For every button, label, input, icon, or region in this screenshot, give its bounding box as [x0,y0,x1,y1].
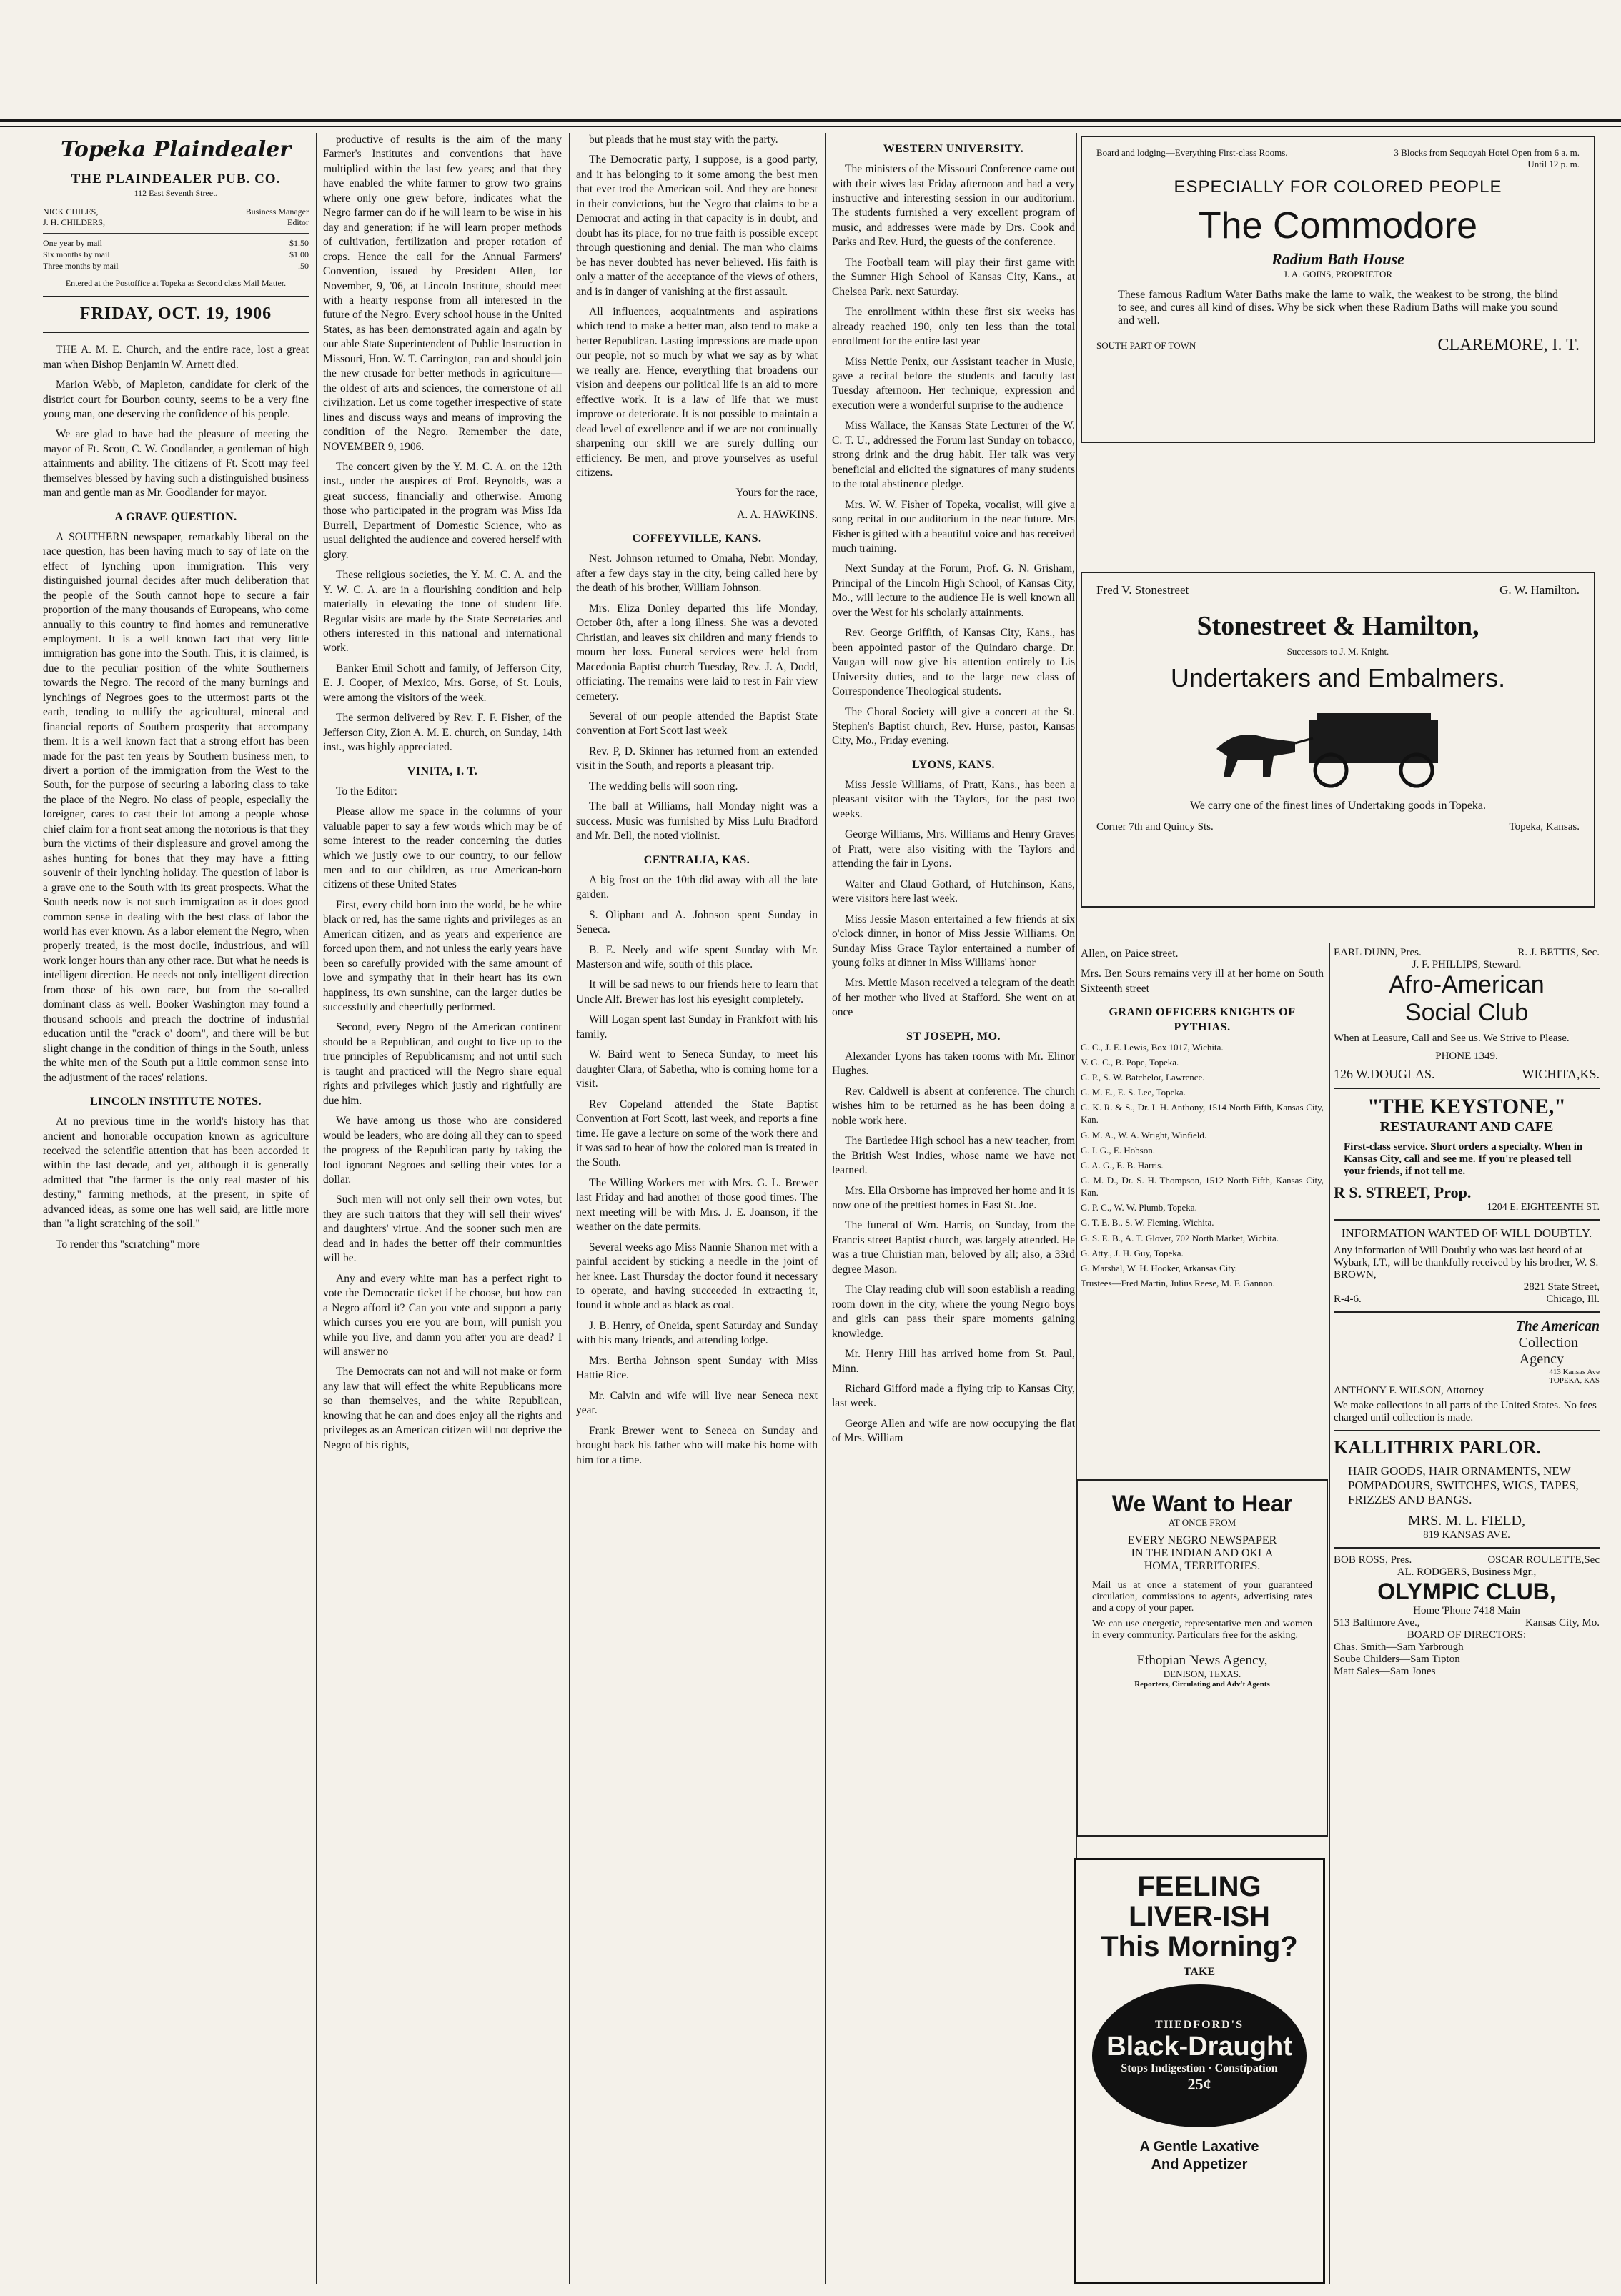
masthead [43,136,309,333]
top-rule-thin [0,126,1621,127]
article-paragraph: Miss Jessie Mason entertained a few friends at six o'clock dinner, in honor of Miss Jessie Williams. On Sunday Miss Grace Taylor entertained a number of young folks at dinner in Miss Williams' honor [832,913,1075,969]
article-paragraph: Several weeks ago Miss Nannie Shanon met with a painful accident by sticking a needle in the joint of her knee. Last Thursday the doctor found it necessary to operate, and having succeeded in extracting it, found it whole and as black as coal. [576,1241,818,1312]
masthead-publisher: THE PLAINDEALER PUB. CO. [71,171,281,187]
article-heading: WESTERN UNIVERSITY. [883,143,1024,155]
article-paragraph: Rev. P, D. Skinner has returned from an extended visit in the South, and reports a pleasant trip. [576,745,818,772]
article-paragraph: Mrs. Ella Orsborne has improved her home and it is now one of the prettiest homes in East St. Joe. [832,1184,1075,1211]
column-2 [323,133,562,2284]
column-divider [316,133,317,2284]
rate-row: Six months by mail $1.00 [43,249,309,259]
article-paragraph: These religious societies, the Y. M. C. A. and the Y. W. C. A. are in a flourishing condition and help materially in elevating the tone of student life. Regular visits are made by the State Secretaries and others interested in this national and international work. [323,569,562,655]
article-heading: COFFEYVILLE, KANS. [632,532,762,545]
article-paragraph: but pleads that he must stay with the party. [589,134,778,146]
article-paragraph: It will be sad news to our friends here to learn that Uncle Alf. Brewer has lost his eyesight completely. [576,978,818,1005]
article-heading: LYONS, KANS. [911,758,996,771]
ad-we-want-to-hear: We Want to Hear AT ONCE FROM EVERY NEGRO NEWSPAPER IN THE INDIAN AND OKLA HOMA, TERRITORIES. Mail us at once a statement of your guaranteed circulation, commissions to agents, advertising rates and a copy of your paper. We can use energetic, representative men and women in every community. Particulars free for the asking. Ethopian News Agency, DENISON, TEXAS. Reporters, Circulating and Adv't Agents [1076,1479,1328,1837]
signature-line: Yours for the race, [735,487,818,500]
article-paragraph: We are glad to have had the pleasure of meeting the mayor of Ft. Scott, C. W. Goodlander, a gentleman of high attainments and ability. The citizens of Ft. Scott may feel themselves blessed by having such a distinguished business man and gentle man as Mr. Goodlander for mayor. [43,428,309,500]
ad-afro-american: EARL DUNN, Pres. R. J. BETTIS, Sec. J. F. PHILLIPS, Steward. Afro-American Social Club When at Leasure, Call and See us. We Strive to Please. PHONE 1349. 126 W.DOUGLAS. WICHITA,KS. [1334,947,1600,1089]
article-paragraph: Second, every Negro of the American continent should be a Republican, and ought to live up to the true principles of Republicanism; and not until such is taught and practiced will the Negro share equal rights and privileges which justly and rightfully are due him. [323,1021,562,1107]
article-paragraph: Frank Brewer went to Seneca on Sunday and brought back his father who will make his home with him for a time. [576,1424,818,1466]
article-paragraph: Miss Wallace, the Kansas State Lecturer of the W. C. T. U., addressed the Forum last Sunday on tobacco, strong drink and the drug habit. Her talk was very beneficial and elicited the signatures of many students to the total abstinence pledge. [832,419,1075,491]
column-divider [825,133,826,2284]
article-paragraph: The Bartledee High school has a new teacher, from the British West Indies, whose name we have not learned. [832,1135,1075,1177]
list-item: G. Marshal, W. H. Hooker, Arkansas City. [1081,1262,1237,1273]
article-paragraph: Rev. Caldwell is absent at conference. The church wishes him to be returned as he has been doing a noble work here. [832,1085,1075,1127]
column-1 [43,133,309,2284]
list-item: G. T. E. B., S. W. Fleming, Wichita. [1081,1217,1214,1228]
ad-title: "THE KEYSTONE," [1367,1095,1566,1118]
article-heading: CENTRALIA, KAS. [643,853,750,866]
article-paragraph: Miss Nettie Penix, our Assistant teacher in Music, gave a recital before the students and faculty last Tuesday afternoon. Her technique, expression and execution were a wonderful surprise to the audience [832,355,1075,412]
article-paragraph: Alexander Lyons has taken rooms with Mr. Elinor Hughes. [832,1050,1075,1078]
article-paragraph: All influences, acquaintments and aspirations which tend to make a better man, also tend to make a better Republican. Lasting impressions are made upon our people, not so much by what we say as by what we really are. Hence, everything that broadens our vision and deepens our political life is an aid to more effective work. It is a law of life that we must improve or deteriorate. It is not possible to maintain a dead level of excellence and if we are not continually sharpening our skill we are surely dulling our efficiency. Be men, and prove yourselves as useful citizens. [576,305,818,479]
article-paragraph: A SOUTHERN newspaper, remarkably liberal on the race question, has been having much to say of late on the effect of lynching upon immigration. This very distinguished journal decides after much deliberation that the people of the South cannot hope to secure a fair proportion of the many thousands of Europeans, who come annually to this country to find homes and remunerative employment. It is a well known fact that very little immigration has gone into the South. This, it is claimed, is due to the peculiar position of the white Southerners towards the Negro. The record of the many burnings and lynchings of Negroes goes to the uttermost parts ot the earth, tending to nullify the agricultural, mineral and financial reports of Southern prosperity that accompany them. It is a well known fact that a strong effort has been made for the past ten years by Southern business men, to divert a portion of the immigration from the West to the South, for the purpose of securing a laboring class to take the place of the Negro. No class of people, especially the foreigner, cares to cast their lot among a people whose chief claim for a front seat among the notorious is that they burn the victims of their displeasure and grovel among the ashes hunting for bones that they may have a fitting souvenir of their lynching holiday. The question of labor is a grave one to the South with its great prospects. What the South needs now is not such immigration as it does good common sense in dealing with the best class of labor the world has ever known. As a labor element the Negro, when properly treated, is the most docile, industrious, and will work longer hours than any other race. But what he needs is intelligent direction. He needs not only intelligent direction from those of his own race, but from the so-called dominant class as well. Booker Washington may found a thousand schools and preach the doctrine of industrial education until the "crack o' doom", and there will be but slight change in the condition of things in the South, unless the white men of the South put a little common sense into the adjustment of the races' relations. [43,530,309,1084]
staff-row: NICK CHILES, Business Manager [43,206,309,217]
list-item: G. C., J. E. Lewis, Box 1017, Wichita. [1081,1041,1224,1053]
list-item: G. A. G., E. B. Harris. [1081,1159,1164,1171]
article-paragraph: The Willing Workers met with Mrs. G. L. Brewer last Friday and had another of those good times. The next meeting will be with Mrs. J. E. Joanson, if the weather on the date permits. [576,1176,818,1233]
article-paragraph: The Clay reading club will soon establish a reading room down in the city, where the young Negro boys and girls can pass their spare moments gaining knowledge. [832,1283,1075,1340]
article-heading: ST JOSEPH, MO. [906,1030,1001,1043]
ad-body: These famous Radium Water Baths make the lame to walk, the weakest to be strong, the blind to see, and cures all kind of dises. Why be sick when these Radium Baths will make you sound and well. [1118,289,1558,327]
list-item: G. Atty., J. H. Guy, Topeka. [1081,1247,1184,1258]
article-paragraph: J. B. Henry, of Oneida, spent Saturday and Sunday with his many friends, and attending lodge. [576,1319,818,1347]
list-item: Trustees—Fred Martin, Julius Reese, M. F. Gannon. [1081,1278,1275,1289]
article-paragraph: Mr. Henry Hill has arrived home from St. Paul, Minn. [832,1348,1075,1375]
ad-title: Stonestreet & Hamilton, [1196,611,1479,641]
top-rule [0,119,1621,122]
article-paragraph: A big frost on the 10th did away with all the late garden. [576,873,818,901]
article-paragraph: We have among us those who are considered would be leaders, who are doing all they can to speed the progress of the Republican party by taking the fool ignorant Negroes and selling their votes for a dollar. [323,1115,562,1186]
article-paragraph: The ball at Williams, hall Monday night was a success. Music was furnished by Miss Lulu Bradford and Mr. Bell, the noted violinist. [576,800,818,843]
article-paragraph: The wedding bells will soon ring. [589,780,738,792]
ad-kallithrix: KALLITHRIX PARLOR. HAIR GOODS, HAIR ORNAMENTS, NEW POMPADOURS, SWITCHES, WIGS, TAPES, FRIZZES AND BANGS. MRS. M. L. FIELD, 819 KANSAS AVE. [1334,1431,1600,1549]
column-4 [832,133,1075,2284]
article-paragraph: George Allen and wife are now occupying the flat of Mrs. William [832,1417,1075,1445]
hearse-illustration [1096,699,1580,795]
article-paragraph: Any and every white man has a perfect right to vote the Democratic ticket if he choose, but how can a Negro afford it? Can you vote and support a party which curses you ere you are born, will punish you while you live, and damn you after you are dead? I will answer no [323,1272,562,1358]
article-paragraph: The Football team will play their first game with the Sumner High School of Kansas City, Kans., at Chelsea Park. next Saturday. [832,256,1075,298]
article-heading: A GRAVE QUESTION. [114,510,237,523]
article-paragraph: S. Oliphant and A. Johnson spent Sunday in Seneca. [576,908,818,936]
article-paragraph: Such men will not only sell their own votes, but they are such traitors that they will sell their wives' and daughters' virtue. And the sooner such men are dead and in hades the better off their communities will be. [323,1193,562,1265]
ad-title: OLYMPIC CLUB, [1377,1579,1556,1604]
article-paragraph: The ministers of the Missouri Conference came out with their wives last Friday afternoon and had a very instructive and interesting session in our auditorium. The students furnished a very excellent program of music, and addresses were made by Drs. Cook and Parks and Rev. Hurd, the guests of the conference. [832,163,1075,249]
list-item: G. K. R. & S., Dr. I. H. Anthony, 1514 North Fifth, Kansas City, Kan. [1081,1102,1324,1125]
column-divider [569,133,570,2284]
article-paragraph: To the Editor: [336,785,397,797]
article-paragraph: First, every child born into the world, be he white black or red, has the same rights and privileges as an American citizen, and as years and experience are forced upon them, and not unless the early years have been so carefully provided with the same amount of love and sympathy that in their heart has its own happiness, its own sunshine, can the larger duties be successfully and cheerfully performed. [323,898,562,1014]
product-label: THEDFORD'S Black-Draught Stops Indigestion · Constipation 25¢ [1092,1984,1307,2127]
ad-headline: Undertakers and Embalmers. [1170,663,1506,692]
list-item: G. M. D., Dr. S. H. Thompson, 1512 North Fifth, Kansas City, Kan. [1081,1174,1324,1198]
article-paragraph: W. Baird went to Seneca Sunday, to meet his daughter Clara, of Sabetha, who is coming home for a visit. [576,1048,818,1090]
article-paragraph: B. E. Neely and wife spent Sunday with Mr. Masterson and wife, south of this place. [576,943,818,970]
article-paragraph: The enrollment within these first six weeks has already reached 190, only ten less than the total enrollment for the entire last year [832,306,1075,348]
list-item: G. I. G., E. Hobson. [1081,1144,1155,1156]
signature-name: A. A. HAWKINS. [737,508,818,521]
article-paragraph: At no previous time in the world's history has that ancient and honorable occupation known as agriculture received the scientific attention that has been accorded it within the last decade, and yet, although it is generally admitted that "the farmer is the only real master of his destiny," farming methods, at the present, in spite of advanced ideas, as some one has well said, are little more than "a light scratching of the soil." [43,1115,309,1231]
ad-olympic-club: BOB ROSS, Pres. OSCAR ROULETTE,Sec AL. RODGERS, Business Mgr., OLYMPIC CLUB, Home 'Phone 7418 Main 513 Baltimore Ave., Kansas City, Mo. BOARD OF DIRECTORS: Chas. Smith—Sam Yarbrough Soube Childers—Sam Tipton Matt Sales—Sam Jones [1334,1554,1600,1677]
ad-title: The Commodore [1198,205,1478,247]
article-paragraph: Rev Copeland attended the State Baptist Convention at Fort Scott, last week, and reports a fine time. He gave a lecture on some of the work there and it was sad to hear of how the colored man is treated in the South. [576,1098,818,1169]
article-paragraph: Banker Emil Schott and family, of Jefferson City, E. J. Cooper, of Mexico, Mrs. Gorse, of St. Louis, were among the visitors of the week. [323,662,562,704]
issue-date: FRIDAY, OCT. 19, 1906 [43,296,309,333]
ad-keystone: "THE KEYSTONE," RESTAURANT AND CAFE First-class service. Short orders a specialty. When in Kansas City, call and see me. If you're pleased tell your friends, if not tell me. R S. STREET, Prop. 1204 E. EIGHTEENTH ST. [1334,1089,1600,1221]
article-paragraph: Several of our people attended the Baptist State convention at Fort Scott last week [576,710,818,737]
article-paragraph: The sermon delivered by Rev. F. F. Fisher, of the Jefferson City, Zion A. M. E. church, on Sunday, 14th inst., was highly appreciated. [323,712,562,754]
article-paragraph: The Democratic party, I suppose, is a good party, and it has belonging to it some among the best men that ever trod the American soil. And they are honest in their convictions, but the Negro that claims to be a Democrat and acting in that capacity is in doubt, and doubt has its place, for no true faith is possible except through questioning and denial. The man who claims be has never doubted has never believed. His faith is only a matter of the acceptance of the views of others, and is in danger of vanishing at the first assault. [576,154,818,298]
masthead-title: Topeka Plaindealer [60,137,292,162]
list-item: G. S. E. B., A. T. Glover, 702 North Market, Wichita. [1081,1232,1279,1243]
ad-headline: FEELING LIVER-ISH This Morning? [1101,1871,1298,1962]
article-paragraph: Will Logan spent last Sunday in Frankfort with his family. [576,1013,818,1040]
ad-headline: ESPECIALLY FOR COLORED PEOPLE [1174,177,1502,197]
ad-subtitle: Radium Bath House [1271,250,1404,268]
article-paragraph: The Choral Society will give a concert at the St. Stephen's Baptist church, Rev. Hurse, pastor, Kansas City, Mo., Friday evening. [832,705,1075,747]
list-item: G. M. E., E. S. Lee, Topeka. [1081,1087,1186,1098]
article-paragraph: Mrs. Mettie Mason received a telegram of the death of her mother who lived at Stafford. She went on at once [832,977,1075,1019]
masthead-address: 112 East Seventh Street. [134,187,218,198]
article-paragraph: Please allow me space in the columns of your valuable paper to say a few words which may be of some interest to the reader concerning the duties which we justly owe to our country, to our fellow men and to our children, as true American-born citizens of these United States [323,805,562,891]
list-item: G. P., S. W. Batchelor, Lawrence. [1081,1071,1205,1083]
column-3 [576,133,818,2284]
entry-note: Entered at the Postoffice at Topeka as Second class Mail Matter. [65,277,287,288]
article-paragraph: George Williams, Mrs. Williams and Henry Graves of Pratt, were also visiting with the Taylors and attending the fair in Lyons. [832,828,1075,870]
article-paragraph: THE A. M. E. Church, and the entire race, lost a great man when Bishop Benjamin W. Arnett died. [43,344,309,371]
article-paragraph: Mrs. W. W. Fisher of Topeka, vocalist, will give a song recital in our auditorium in the near future. Mrs Fisher is gifted with a beautiful voice and has received much training. [832,498,1075,555]
ad-title: KALLITHRIX PARLOR. [1334,1437,1541,1458]
ad-commodore: Board and lodging—Everything First-class Rooms. 3 Blocks from Sequoyah Hotel Open from 6 a. m. Until 12 p. m. ESPECIALLY FOR COLORED PEOPLE The Commodore Radium Bath House J. A. GOINS, PROPRIETOR These famous Radium Water Baths make the lame to walk, the weakest to be strong, the blind to see, and cures all kind of dises. Why be sick when these Radium Baths will make you sound and well. SOUTH PART OF TOWN CLAREMORE, I. T. [1081,136,1595,443]
article-paragraph: Rev. George Griffith, of Kansas City, Kans., has been appointed pastor of the Quindaro charge. Dr. Vaugan will now give his attention entirely to Lis University duties, and to the large new class of Correspondence Theological students. [832,627,1075,698]
ad-black-draught: FEELING LIVER-ISH This Morning? TAKE THEDFORD'S Black-Draught Stops Indigestion · Constipation 25¢ A Gentle Laxative And Appetizer [1074,1858,1325,2284]
ad-proprietor: J. A. GOINS, PROPRIETOR [1283,269,1393,279]
article-paragraph: The funeral of Wm. Harris, on Sunday, from the Francis street Baptist church, was largely attended. He was a true Christian man, beloved by all; also, a 33rd degree Mason. [832,1219,1075,1276]
list-item: G. M. A., W. A. Wright, Winfield. [1081,1129,1207,1140]
rate-row: One year by mail $1.50 [43,238,309,249]
article-paragraph: The Democrats can not and will not make or form any law that will effect the white Republicans more so than themselves, and the white Republican, knowing that he can and does enjoy all the rights and privileges as an American citizen will not deprive the Negro of his rights, [323,1366,562,1451]
article-paragraph: Next Sunday at the Forum, Prof. G. N. Grisham, Principal of the Lincoln High School, of Kansas City, Mo., will lecture to the audience He is well known all over the West for his scholarly attainments. [832,562,1075,619]
article-heading: VINITA, I. T. [407,765,478,777]
ads-column [1334,947,1600,2283]
ad-doubtly: INFORMATION WANTED OF WILL DOUBTLY. Any information of Will Doubtly who was last heard of at Wybark, I.T., will be thankfully received by his brother, W. S. BROWN, 2821 State Street, R-4-6. Chicago, Ill. [1334,1221,1600,1313]
article-paragraph: Mrs. Bertha Johnson spent Sunday with Miss Hattie Rice. [576,1354,818,1382]
article-paragraph: Mr. Calvin and wife will live near Seneca next year. [576,1389,818,1417]
ad-stonestreet: Fred V. Stonestreet G. W. Hamilton. Stonestreet & Hamilton, Successors to J. M. Knight. Undertakers and Embalmers. We carry one of the finest lines of Undertaking goods in Topeka. Corner 7th and Quincy Sts. Topeka, Kansas. [1081,572,1595,908]
staff-row: J. H. CHILDERS, Editor [43,217,309,228]
ad-title: We Want to Hear [1111,1491,1293,1516]
article-paragraph: The concert given by the Y. M. C. A. on the 12th inst., under the auspices of Prof. Reynolds, was a great success, financially and otherwise. Among those who participated in the program was Miss Ida Burrell, Department of Domestic Science, who as usual delighted the audience and covered herself with glory. [323,460,562,561]
article-paragraph: Miss Jessie Williams, of Pratt, Kans., has been a pleasant visitor with the Taylors, for the past two weeks. [832,778,1075,820]
column-divider [1329,943,1330,2284]
ad-collection-agency: The American Collection Agency 413 Kansas Ave TOPEKA, KAS ANTHONY F. WILSON, Attorney We make collections in all parts of the United States. No fees charged until collection is made. [1334,1313,1600,1431]
article-paragraph: Marion Webb, of Mapleton, candidate for clerk of the district court for Bourbon county, seems to be a very fine young man, one deserving the confidence of his people. [43,379,309,420]
article-paragraph: To render this "scratching" more [56,1238,200,1251]
article-paragraph: Nest. Johnson returned to Omaha, Nebr. Monday, after a few days stay in the city, being called here by the death of his brother, William Johnson. [576,552,818,595]
article-paragraph: Mrs. Eliza Donley departed this life Monday, October 8th, after a long illness. She was a devoted Christian, and leaves six children and many friends to mourn her loss. Funeral services were held from Macedonia Baptist church Tuesday, Rev. J. A, Dodd, officiating. The remains were laid to rest in Fair view cemetery. [576,602,818,702]
rate-row: Three months by mail .50 [43,260,309,271]
article-paragraph: productive of results is the aim of the many Farmer's Institutes and conventions that have multiplied within the last few years; and that they have enabled the white farmer to grow two grains where only one grew before, indicates what the Negro farmer can do if he will learn to be wise in his day and generation; if he will learn proper methods of cultivation, fertilization and proper rotation of crops. Hence the call for the Annual Farmers' Convention, issued by President Allen, for November, 9, '06, at Lincoln Institute, should meet with a hearty response from all interested in the future of the Negro. Every school house in the United States, as has been demonstrated again and again by our able State Superintendent of Public Instruction in Missouri, Hon. W. T. Carrington, can and should join the new crusade for better methods in agriculture—the oldest of arts and sciences, the cornerstone of all civilization. Let us come together irrespective of state lines and discuss ways and means of improving the condition of the Negro. Remember the date, NOVEMBER 9, 1906. [323,134,562,453]
list-item: V. G. C., B. Pope, Topeka. [1081,1056,1179,1068]
article-paragraph: Walter and Claud Gothard, of Hutchinson, Kans, were visitors here last week. [832,878,1075,905]
ad-title: Afro-American [1389,971,1545,998]
list-heading: GRAND OFFICERS KNIGHTS OF PYTHIAS. [1109,1006,1296,1034]
article-heading: LINCOLN INSTITUTE NOTES. [89,1095,262,1108]
article-paragraph: Richard Gifford made a flying trip to Kansas City, last week. [832,1382,1075,1410]
list-item: G. P. C., W. W. Plumb, Topeka. [1081,1202,1197,1213]
pythias-column: Allen, on Paice street. Mrs. Ben Sours remains very ill at her home on South Sixteenth street GRAND OFFICERS KNIGHTS OF PYTHIAS. G. C., J. E. Lewis, Box 1017, Wichita. V. G. C., B. Pope, Topeka. G. P., S. W. Batchelor, Lawrence. G. M. E., E. S. Lee, Topeka. G. K. R. & S., Dr. I. H. Anthony, 1514 North Fifth, Kansas City, Kan. G. M. A., W. A. Wright, Winfield. G. I. G., E. Hobson. G. A. G., E. B. Harris. G. M. D., Dr. S. H. Thompson, 1512 North Fifth, Kansas City, Kan. G. P. C., W. W. Plumb, Topeka. G. T. E. B., S. W. Fleming, Wichita. G. S. E. B., A. T. Glover, 702 North Market, Wichita. G. Atty., J. H. Guy, Topeka. G. Marshal, W. H. Hooker, Arkansas City. Trustees—Fred Martin, Julius Reese, M. F. Gannon. [1081,948,1324,1289]
ad-title: INFORMATION WANTED OF WILL DOUBTLY. [1341,1226,1592,1240]
